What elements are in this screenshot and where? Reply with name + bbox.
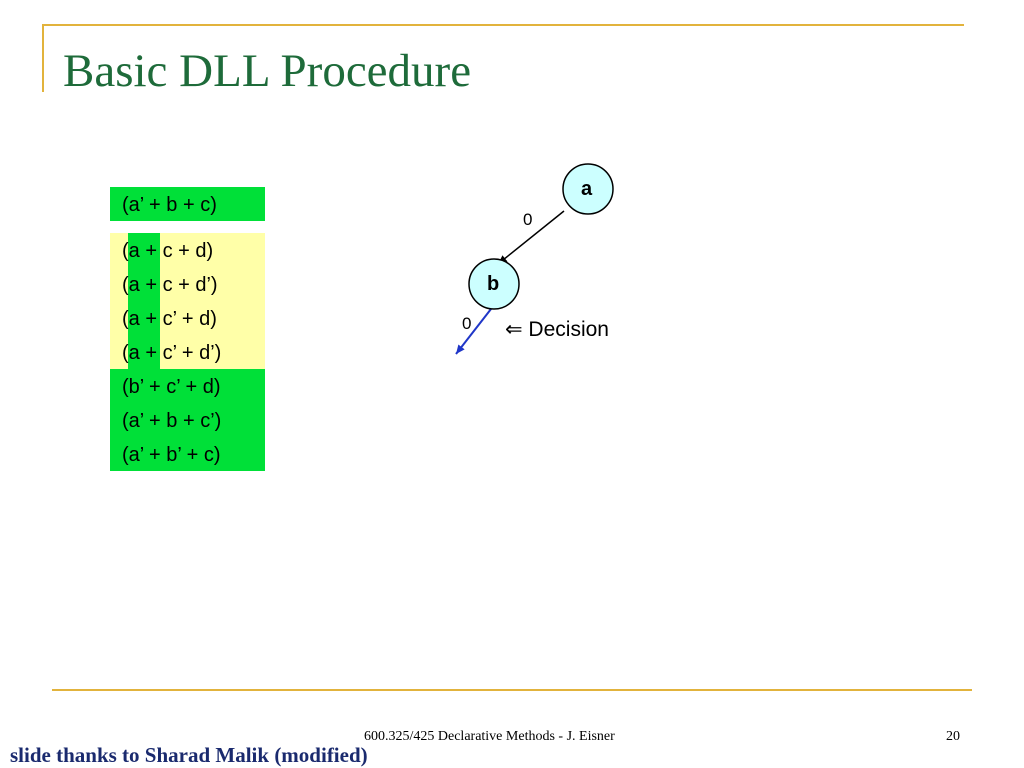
footer-course: 600.325/425 Declarative Methods - J. Eisner [364, 729, 615, 744]
slide-title: Basic DLL Procedure [63, 45, 472, 97]
clause-text: (b’ + c’ + d) [122, 376, 221, 398]
clause-text: (a + c + d) [122, 240, 214, 262]
clause-text: (a’ + b’ + c) [122, 444, 221, 466]
clause-text: (a’ + b + c) [122, 194, 217, 216]
page-number: 20 [946, 729, 960, 744]
clause-text: (a + c + d’) [122, 274, 218, 296]
clause-text: (a’ + b + c’) [122, 410, 222, 432]
clause-text: (a + c’ + d) [122, 308, 217, 330]
clause-text: (a + c’ + d’) [122, 342, 222, 364]
edge-b-label: 0 [462, 314, 472, 333]
edge-a-b-label: 0 [523, 210, 533, 229]
decision-annotation: ⇐ Decision [505, 318, 609, 341]
node-a-label: a [581, 178, 593, 200]
slide-credit: slide thanks to Sharad Malik (modified) [10, 743, 368, 767]
node-b-label: b [487, 273, 500, 295]
